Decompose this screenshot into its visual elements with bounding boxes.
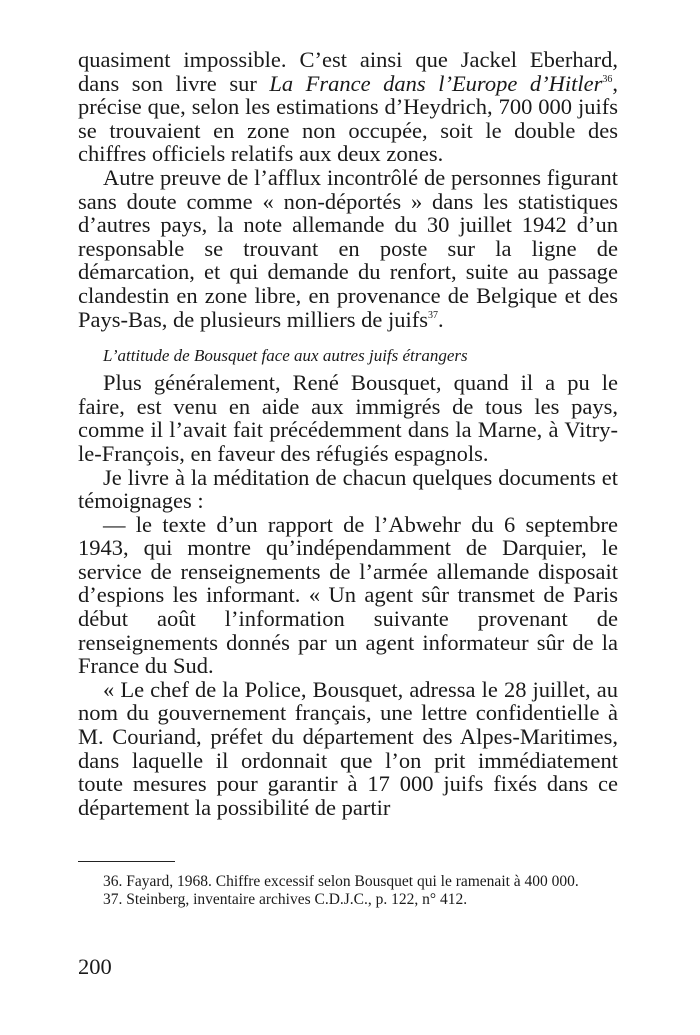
paragraph-1 bbox=[78, 48, 618, 166]
page-number: 200 bbox=[78, 954, 112, 979]
footnote-37: 37. Steinberg, inventaire archives C.D.J.C., p. 122, n° 412. bbox=[103, 891, 468, 908]
paragraph-6: « Le chef de la Police, Bousquet, adressa le 28 juillet, au nom du gouvernement français, une lettre confidentielle à M. Couriand, préfet du département des Alpes-Maritimes, dans laquelle il ordonnait que l’on prit immédiatement toute mesures pour garantir à 17 000 juifs fixés dans ce département la possibilité de partir bbox=[78, 676, 618, 820]
footnote-divider bbox=[78, 861, 175, 862]
paragraph-2-text-a: Autre preuve de l’afflux incontrôlé de personnes figurant sans doute comme « non-déportés » dans les statistiques d’autres pays, la note allemande du 30 juillet 1942 d’un responsable se trouvant en poste sur la ligne de démarcation, et qui demande du renfort, suite au passage clandestin en zone libre, en provenance de Belgique et des Pays-Bas, de plusieurs milliers de juifs bbox=[78, 164, 618, 332]
footnote-ref-37: 37 bbox=[427, 309, 438, 321]
body-text bbox=[78, 48, 618, 819]
paragraph-1-text-a: quasiment impossible. C’est ainsi que Jackel Eberhard, dans son livre sur bbox=[78, 47, 618, 96]
paragraph-2-text-c: . bbox=[437, 306, 444, 332]
paragraph-3: Plus généralement, René Bousquet, quand il a pu le faire, est venu en aide aux immigrés de tous les pays, comme il l’avait fait précédemment dans la Marne, à Vitry-le-François, en faveur des réfugiés espagnols. bbox=[78, 370, 618, 466]
footnote-36: 36. Fayard, 1968. Chiffre excessif selon Bousquet qui le ramenait à 400 000. bbox=[103, 873, 579, 890]
paragraph-1-text-c: , précise que, selon les estimations d’Heydrich, 700 000 juifs se trouvaient en zone non occupée, soit le double des chiffres officiels relatifs aux deux zones. bbox=[78, 70, 618, 167]
paragraph-2 bbox=[78, 166, 618, 331]
book-title: La France dans l’Europe d’Hitler bbox=[269, 70, 603, 96]
paragraph-5: — le texte d’un rapport de l’Abwehr du 6 septembre 1943, qui montre qu’indépendamment de Darquier, le service de renseignements de l’armée allemande disposait d’espions les informant. « Un agent sûr transmet de Paris début août l’information suivante provenant de renseignements donnés par un agent informateur sûr de la France du Sud. bbox=[78, 511, 618, 679]
paragraph-4: Je livre à la méditation de chacun quelques documents et témoignages : bbox=[78, 464, 618, 514]
section-heading: L’attitude de Bousquet face aux autres juifs étrangers bbox=[103, 346, 468, 366]
footnote-ref-36: 36 bbox=[602, 73, 613, 85]
footnotes bbox=[78, 873, 618, 909]
